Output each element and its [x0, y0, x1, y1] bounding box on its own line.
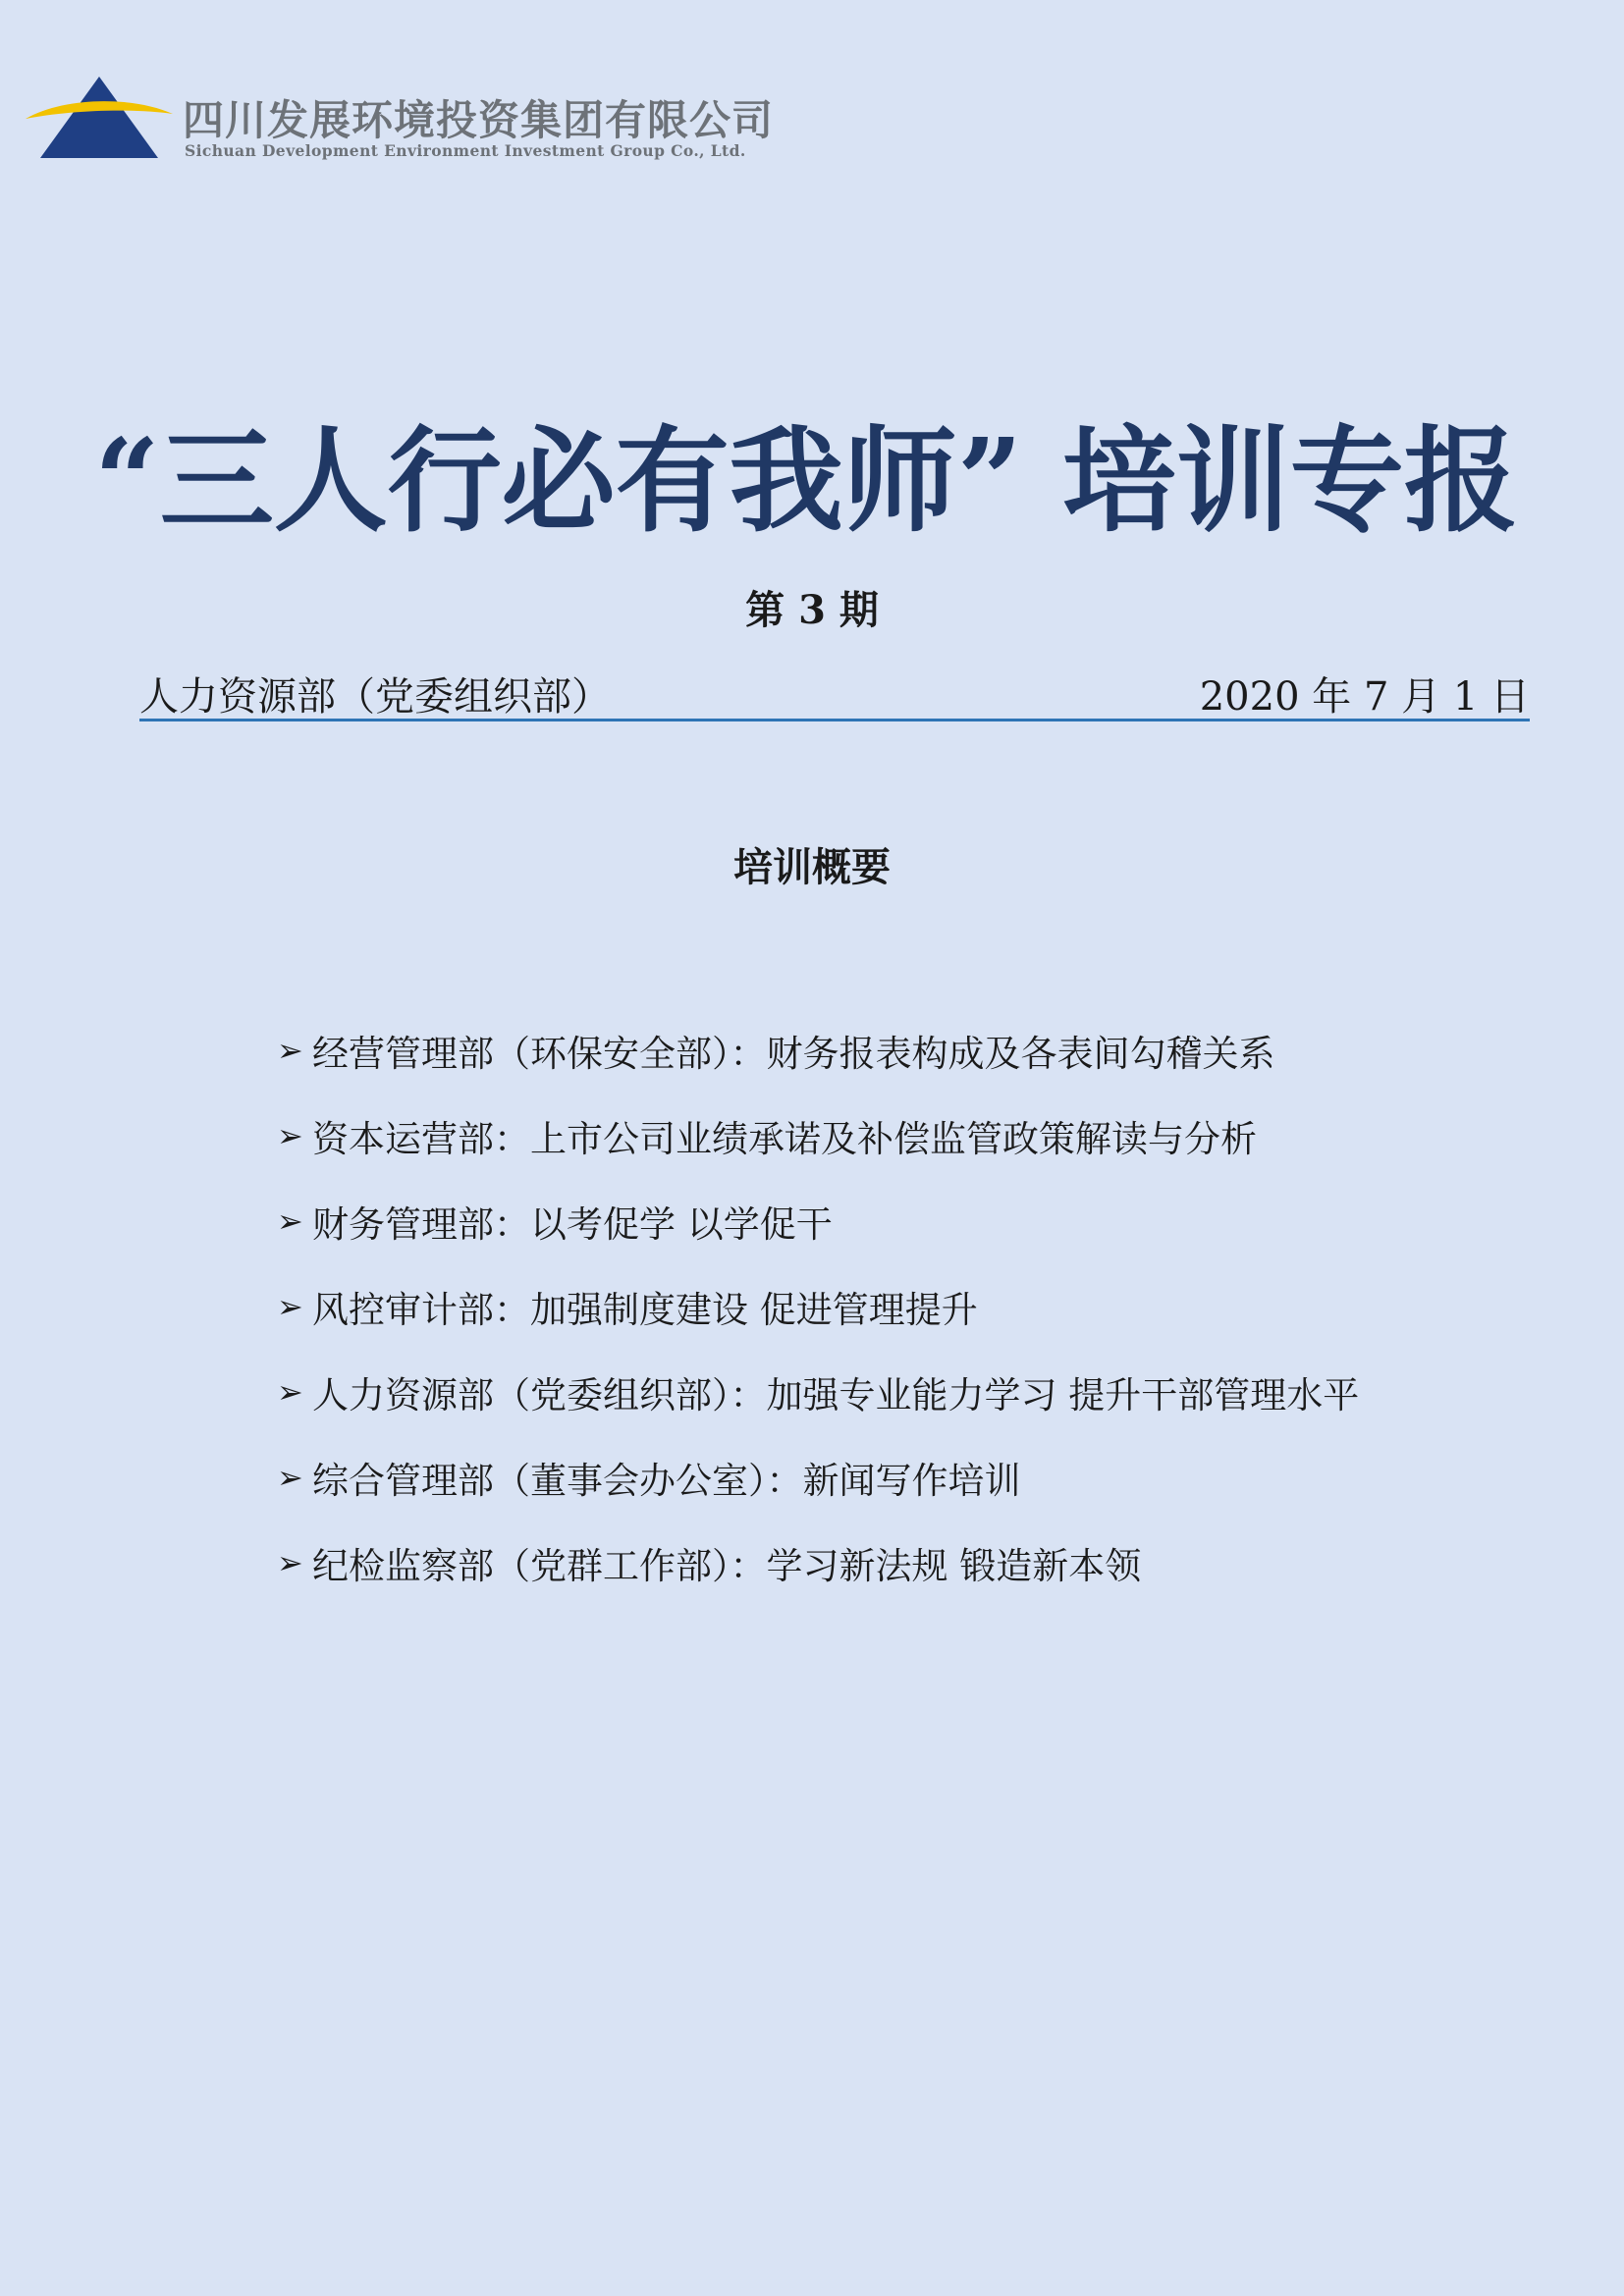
list-item-text: 人力资源部（党委组织部）：加强专业能力学习 提升干部管理水平 — [312, 1373, 1360, 1416]
list-item — [277, 1349, 1553, 1434]
arrow-bullet-icon: ➢ — [277, 1201, 303, 1240]
list-item — [277, 1007, 1553, 1093]
company-name-cn: 四川发展环境投资集团有限公司 — [183, 96, 775, 144]
department-name: 人力资源部（党委组织部） — [139, 674, 611, 720]
arrow-bullet-icon: ➢ — [277, 1458, 303, 1496]
triangle-logo-icon — [26, 75, 173, 163]
summary-heading: 培训概要 — [733, 844, 891, 890]
arrow-bullet-icon: ➢ — [277, 1543, 303, 1581]
company-logo — [26, 75, 775, 163]
list-item — [277, 1178, 1553, 1263]
arrow-bullet-icon: ➢ — [277, 1031, 303, 1069]
list-item — [277, 1263, 1553, 1349]
arrow-bullet-icon: ➢ — [277, 1287, 303, 1325]
newsletter-title: “三人行必有我师” 培训专报 — [94, 414, 1518, 548]
list-item — [277, 1093, 1553, 1178]
list-item — [277, 1520, 1553, 1605]
list-item-text: 纪检监察部（党群工作部）：学习新法规 锻造新本领 — [312, 1544, 1142, 1587]
summary-list — [277, 1007, 1553, 1605]
list-item-text: 综合管理部（董事会办公室）：新闻写作培训 — [312, 1459, 1021, 1502]
list-item-text: 财务管理部：以考促学 以学促干 — [312, 1202, 833, 1246]
issue-number: 第 3 期 — [745, 587, 879, 633]
company-name-en: Sichuan Development Environment Investment Group Co., Ltd. — [185, 141, 746, 160]
list-item-text: 经营管理部（环保安全部）：财务报表构成及各表间勾稽关系 — [312, 1032, 1275, 1075]
arrow-bullet-icon: ➢ — [277, 1372, 303, 1411]
list-item — [277, 1434, 1553, 1520]
publish-date: 2020 年 7 月 1 日 — [1199, 674, 1530, 720]
header-rule-line — [139, 666, 1530, 721]
list-item-text: 资本运营部：上市公司业绩承诺及补偿监管政策解读与分析 — [312, 1117, 1257, 1160]
list-item-text: 风控审计部：加强制度建设 促进管理提升 — [312, 1288, 978, 1331]
arrow-bullet-icon: ➢ — [277, 1116, 303, 1154]
